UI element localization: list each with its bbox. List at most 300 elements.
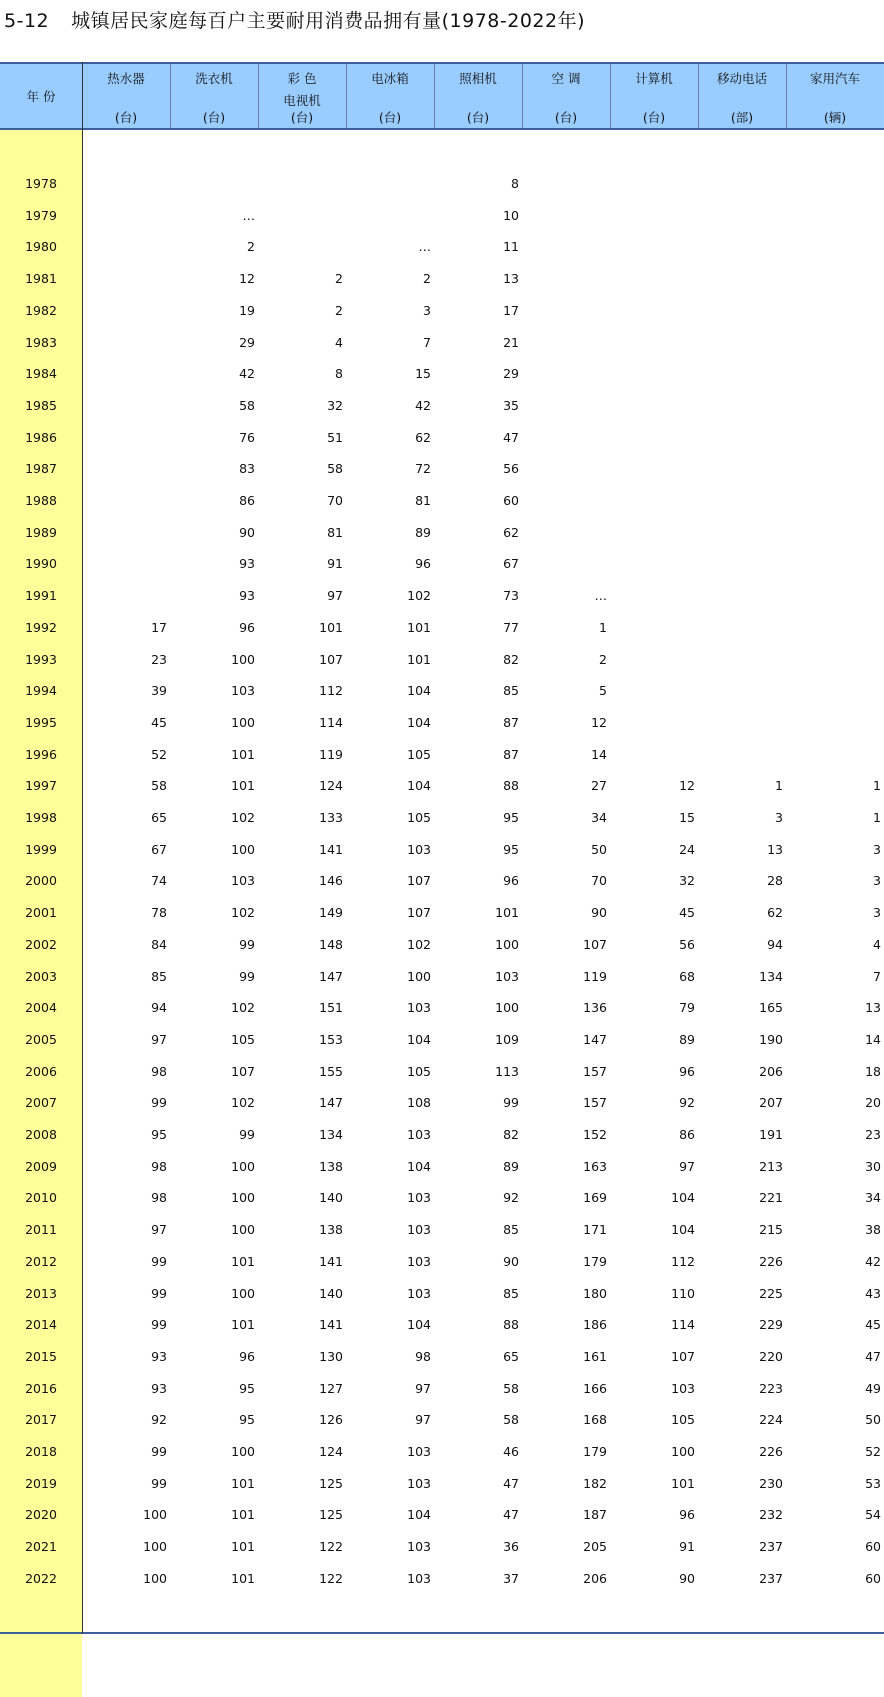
table-cell: 23 xyxy=(151,651,167,667)
table-cell: 76 xyxy=(239,429,255,445)
row-year: 2018 xyxy=(25,1444,57,1459)
table-cell: 220 xyxy=(759,1348,783,1364)
table-cell: 5 xyxy=(599,683,607,699)
table-cell: 206 xyxy=(759,1063,783,1079)
row-year: 2011 xyxy=(25,1222,57,1238)
table-cell: 152 xyxy=(583,1127,607,1142)
table-cell: 12 xyxy=(591,714,607,730)
table-cell xyxy=(698,390,786,422)
header-column-name: 移动电话 xyxy=(716,71,767,86)
table-cell: … xyxy=(594,588,607,604)
table-cell: 11 xyxy=(503,239,519,255)
row-year: 1987 xyxy=(25,461,57,477)
table-cell: 47 xyxy=(503,1507,519,1523)
table-row xyxy=(0,1563,884,1595)
table-cell: 163 xyxy=(583,1158,607,1174)
table-cell xyxy=(610,707,698,739)
table-cell: 70 xyxy=(327,493,343,508)
table-row xyxy=(0,295,884,327)
row-year: 1998 xyxy=(25,810,57,825)
row-year: 2008 xyxy=(25,1127,57,1142)
table-row xyxy=(0,168,884,200)
table-cell: 29 xyxy=(503,366,519,382)
table-cell: 67 xyxy=(151,841,167,857)
table-cell: 46 xyxy=(503,1444,519,1459)
table-cell: 2 xyxy=(335,271,343,287)
table-cell: 99 xyxy=(151,1253,167,1269)
table-cell: 99 xyxy=(151,1317,167,1333)
table-cell: 104 xyxy=(407,1158,431,1174)
table-row xyxy=(0,1024,884,1056)
header-column-name: 洗衣机 xyxy=(195,71,233,86)
table-cell: 1 xyxy=(873,810,881,825)
header-year-label: 年 份 xyxy=(26,89,56,104)
table-cell: 62 xyxy=(767,905,783,921)
table-row xyxy=(0,1278,884,1310)
table-cell: 50 xyxy=(865,1412,881,1428)
row-year: 2022 xyxy=(25,1570,57,1586)
table-cell xyxy=(610,612,698,644)
table-cell: 103 xyxy=(495,968,519,984)
table-cell xyxy=(610,517,698,549)
table-cell: 18 xyxy=(865,1063,881,1079)
header-divider xyxy=(434,64,435,128)
table-cell: 104 xyxy=(407,778,431,794)
header-cell xyxy=(82,64,170,128)
header-column-unit: (台) xyxy=(290,110,314,125)
table-cell xyxy=(786,580,884,612)
table-cell xyxy=(522,422,610,454)
table-cell: 45 xyxy=(151,714,167,730)
table-cell xyxy=(522,517,610,549)
table-cell: 58 xyxy=(503,1380,519,1396)
table-cell: 126 xyxy=(319,1412,343,1428)
table-cell xyxy=(786,168,884,200)
table-cell: 79 xyxy=(679,1000,695,1016)
table-cell: 107 xyxy=(671,1348,695,1364)
table-number: 5-12 xyxy=(4,10,50,32)
table-cell: 4 xyxy=(335,334,343,350)
table-cell xyxy=(698,517,786,549)
table-cell: 91 xyxy=(327,556,343,572)
table-cell: 96 xyxy=(679,1507,695,1523)
table-cell: 97 xyxy=(151,1031,167,1047)
table-cell xyxy=(82,168,170,200)
table-row xyxy=(0,422,884,454)
table-cell xyxy=(610,231,698,263)
table-cell: 96 xyxy=(239,1348,255,1364)
row-year: 2021 xyxy=(25,1539,57,1555)
table-cell: 95 xyxy=(239,1380,255,1396)
table-cell: 169 xyxy=(583,1190,607,1206)
table-cell: 85 xyxy=(151,968,167,984)
table-row xyxy=(0,358,884,390)
row-year: 1982 xyxy=(25,302,57,318)
header-column-unit: (台) xyxy=(554,110,578,125)
table-cell: 103 xyxy=(407,1127,431,1142)
table-cell: 100 xyxy=(231,714,255,730)
table-cell: 105 xyxy=(407,746,431,762)
row-year: 1991 xyxy=(25,588,57,604)
row-year: 2007 xyxy=(25,1095,57,1111)
table-cell: 141 xyxy=(319,1253,343,1269)
table-cell: 50 xyxy=(591,841,607,857)
table-cell: 100 xyxy=(231,1285,255,1301)
data-table xyxy=(0,62,884,1635)
table-cell: 100 xyxy=(143,1570,167,1586)
table-cell: 101 xyxy=(231,746,255,762)
table-cell: 103 xyxy=(407,1285,431,1301)
header-divider xyxy=(258,64,259,128)
table-bottom-rule xyxy=(0,1632,884,1634)
table-cell xyxy=(82,453,170,485)
table-cell: 72 xyxy=(415,461,431,477)
table-cell: 37 xyxy=(503,1570,519,1586)
table-cell: 73 xyxy=(503,588,519,604)
table-cell: 119 xyxy=(583,968,607,984)
table-cell: 171 xyxy=(583,1222,607,1238)
row-year: 2005 xyxy=(25,1031,57,1047)
table-cell: 85 xyxy=(503,1222,519,1238)
row-year: 1995 xyxy=(25,714,57,730)
table-row xyxy=(0,961,884,993)
table-cell: 141 xyxy=(319,841,343,857)
table-cell: 88 xyxy=(503,1317,519,1333)
table-cell: 104 xyxy=(407,683,431,699)
table-cell: 60 xyxy=(865,1570,881,1586)
row-year: 2009 xyxy=(25,1158,57,1174)
table-cell xyxy=(522,200,610,232)
table-cell: 101 xyxy=(231,1317,255,1333)
table-cell: 114 xyxy=(319,714,343,730)
table-cell: 74 xyxy=(151,873,167,889)
table-cell xyxy=(346,200,434,232)
table-cell: 99 xyxy=(151,1444,167,1459)
table-cell xyxy=(610,548,698,580)
table-cell: 2 xyxy=(423,271,431,287)
table-cell: 112 xyxy=(319,683,343,699)
table-cell: 147 xyxy=(319,1095,343,1111)
table-cell xyxy=(82,422,170,454)
table-cell xyxy=(698,358,786,390)
table-cell xyxy=(258,168,346,200)
table-cell: 60 xyxy=(865,1539,881,1555)
table-cell: 100 xyxy=(495,936,519,952)
table-cell: 99 xyxy=(239,968,255,984)
table-cell: 93 xyxy=(151,1380,167,1396)
table-cell: 100 xyxy=(495,1000,519,1016)
table-cell: 13 xyxy=(503,271,519,287)
table-cell: 53 xyxy=(865,1475,881,1491)
table-cell: 102 xyxy=(231,905,255,921)
table-cell: 149 xyxy=(319,905,343,921)
table-cell: 81 xyxy=(327,524,343,540)
table-row xyxy=(0,1531,884,1563)
table-cell: 134 xyxy=(759,968,783,984)
table-cell: 104 xyxy=(671,1190,695,1206)
table-cell: 105 xyxy=(231,1031,255,1047)
table-cell: 3 xyxy=(423,302,431,318)
row-year: 2017 xyxy=(25,1412,57,1428)
table-cell: 124 xyxy=(319,778,343,794)
table-row xyxy=(0,1341,884,1373)
table-cell xyxy=(82,548,170,580)
table-cell xyxy=(170,168,258,200)
table-cell: 103 xyxy=(407,1190,431,1206)
table-cell xyxy=(786,200,884,232)
table-cell: 207 xyxy=(759,1095,783,1111)
table-cell xyxy=(698,675,786,707)
table-cell: 213 xyxy=(759,1158,783,1174)
table-row xyxy=(0,263,884,295)
table-cell: 97 xyxy=(151,1222,167,1238)
table-cell: 100 xyxy=(143,1539,167,1555)
table-cell xyxy=(610,200,698,232)
table-cell: 38 xyxy=(865,1222,881,1238)
table-cell: 114 xyxy=(671,1317,695,1333)
table-cell: 94 xyxy=(151,1000,167,1016)
row-year: 2016 xyxy=(25,1380,57,1396)
table-cell: 7 xyxy=(873,968,881,984)
table-cell: 101 xyxy=(319,619,343,635)
table-cell: 51 xyxy=(327,429,343,445)
table-cell: 21 xyxy=(503,334,519,350)
table-cell xyxy=(522,485,610,517)
table-cell: 17 xyxy=(151,619,167,635)
table-cell xyxy=(522,548,610,580)
header-column-name: 计算机 xyxy=(635,71,673,86)
table-cell: 27 xyxy=(591,778,607,794)
table-cell: 237 xyxy=(759,1570,783,1586)
table-cell: 96 xyxy=(415,556,431,572)
table-row xyxy=(0,992,884,1024)
table-cell: 42 xyxy=(865,1253,881,1269)
table-row xyxy=(0,770,884,802)
table-cell: 146 xyxy=(319,873,343,889)
table-cell: 1 xyxy=(775,778,783,794)
table-cell xyxy=(786,612,884,644)
table-cell: 92 xyxy=(679,1095,695,1111)
table-cell: 101 xyxy=(231,1475,255,1491)
table-cell: 45 xyxy=(865,1317,881,1333)
table-cell: 100 xyxy=(143,1507,167,1523)
table-cell: 95 xyxy=(151,1127,167,1142)
table-cell: 88 xyxy=(503,778,519,794)
table-cell: 58 xyxy=(151,778,167,794)
table-cell: 2 xyxy=(247,239,255,255)
table-cell xyxy=(346,168,434,200)
table-cell: 34 xyxy=(591,810,607,825)
table-cell xyxy=(698,295,786,327)
header-divider xyxy=(698,64,699,128)
table-cell: 97 xyxy=(327,588,343,604)
table-row xyxy=(0,1309,884,1341)
table-cell: 130 xyxy=(319,1348,343,1364)
table-row xyxy=(0,580,884,612)
table-cell: 100 xyxy=(231,1190,255,1206)
table-cell: 151 xyxy=(319,1000,343,1016)
table-cell: 134 xyxy=(319,1127,343,1142)
table-cell: 110 xyxy=(671,1285,695,1301)
table-cell: 15 xyxy=(679,810,695,825)
table-row xyxy=(0,517,884,549)
table-cell: 98 xyxy=(151,1190,167,1206)
table-cell: 104 xyxy=(407,1031,431,1047)
row-year: 1999 xyxy=(25,841,57,857)
table-cell: 84 xyxy=(151,936,167,952)
table-cell: 103 xyxy=(671,1380,695,1396)
table-cell: 90 xyxy=(239,524,255,540)
header-cell xyxy=(698,64,786,128)
table-cell xyxy=(82,517,170,549)
table-cell: 180 xyxy=(583,1285,607,1301)
table-cell: 102 xyxy=(407,588,431,604)
table-cell: 1 xyxy=(599,619,607,635)
table-row xyxy=(0,1214,884,1246)
table-cell: 36 xyxy=(503,1539,519,1555)
table-cell: 104 xyxy=(407,1507,431,1523)
table-cell: 104 xyxy=(671,1222,695,1238)
table-cell: 29 xyxy=(239,334,255,350)
table-cell: 107 xyxy=(319,651,343,667)
table-cell xyxy=(82,231,170,263)
table-cell: 35 xyxy=(503,397,519,413)
header-divider xyxy=(170,64,171,128)
table-cell xyxy=(698,200,786,232)
table-cell: 101 xyxy=(231,778,255,794)
table-row xyxy=(0,929,884,961)
table-cell: 107 xyxy=(583,936,607,952)
header-column-unit: (台) xyxy=(114,110,138,125)
table-cell: 85 xyxy=(503,1285,519,1301)
row-year: 2003 xyxy=(25,968,57,984)
table-cell xyxy=(522,453,610,485)
table-cell: 230 xyxy=(759,1475,783,1491)
table-cell: 179 xyxy=(583,1253,607,1269)
table-cell xyxy=(698,548,786,580)
table-cell xyxy=(698,422,786,454)
row-year: 2020 xyxy=(25,1507,57,1523)
row-year: 1997 xyxy=(25,778,57,794)
table-cell: 101 xyxy=(231,1507,255,1523)
table-cell: 103 xyxy=(407,1222,431,1238)
table-cell: 225 xyxy=(759,1285,783,1301)
row-year: 1978 xyxy=(25,176,57,191)
table-cell: 205 xyxy=(583,1539,607,1555)
table-cell: 81 xyxy=(415,493,431,508)
table-cell: 103 xyxy=(231,683,255,699)
table-row xyxy=(0,453,884,485)
table-cell: 105 xyxy=(407,1063,431,1079)
table-row xyxy=(0,644,884,676)
table-row xyxy=(0,390,884,422)
table-cell: 95 xyxy=(503,841,519,857)
table-row xyxy=(0,1151,884,1183)
row-year: 1984 xyxy=(25,366,57,382)
table-cell xyxy=(786,548,884,580)
table-cell xyxy=(522,263,610,295)
table-cell xyxy=(698,327,786,359)
table-cell xyxy=(610,453,698,485)
table-row xyxy=(0,897,884,929)
table-cell: 179 xyxy=(583,1444,607,1459)
row-year: 2015 xyxy=(25,1348,57,1364)
table-row xyxy=(0,231,884,263)
table-cell xyxy=(610,327,698,359)
table-row xyxy=(0,548,884,580)
table-cell: 96 xyxy=(503,873,519,889)
table-row xyxy=(0,1436,884,1468)
header-column-name: 家用汽车 xyxy=(809,71,860,86)
table-cell xyxy=(522,358,610,390)
table-cell xyxy=(698,644,786,676)
table-cell xyxy=(786,739,884,771)
table-cell: 97 xyxy=(415,1380,431,1396)
table-cell: 97 xyxy=(679,1158,695,1174)
table-cell: 8 xyxy=(335,366,343,382)
table-cell: 94 xyxy=(767,936,783,952)
table-cell: 58 xyxy=(503,1412,519,1428)
header-column-unit: (台) xyxy=(642,110,666,125)
row-year: 2012 xyxy=(25,1253,57,1269)
header-column-unit: (部) xyxy=(730,110,754,125)
table-cell: 85 xyxy=(503,683,519,699)
table-cell: 20 xyxy=(865,1095,881,1111)
table-cell xyxy=(786,327,884,359)
table-cell: 92 xyxy=(503,1190,519,1206)
table-cell: 103 xyxy=(407,841,431,857)
header-cell-year xyxy=(0,64,82,128)
table-cell: 107 xyxy=(407,873,431,889)
table-cell: 147 xyxy=(319,968,343,984)
table-cell: 101 xyxy=(231,1539,255,1555)
table-row xyxy=(0,1119,884,1151)
table-cell: 77 xyxy=(503,619,519,635)
table-cell: 107 xyxy=(407,905,431,921)
table-cell: 103 xyxy=(407,1570,431,1586)
header-divider xyxy=(346,64,347,128)
table-cell xyxy=(522,231,610,263)
header-column-unit: (辆) xyxy=(823,110,847,125)
row-year: 1989 xyxy=(25,524,57,540)
header-column-unit: (台) xyxy=(202,110,226,125)
table-cell: 1 xyxy=(873,778,881,794)
table-cell: 87 xyxy=(503,746,519,762)
table-cell: 93 xyxy=(239,588,255,604)
row-year: 2004 xyxy=(25,1000,57,1016)
row-year: 2019 xyxy=(25,1475,57,1491)
table-row xyxy=(0,675,884,707)
table-cell: 124 xyxy=(319,1444,343,1459)
table-cell: 187 xyxy=(583,1507,607,1523)
table-cell: 112 xyxy=(671,1253,695,1269)
table-cell: 103 xyxy=(407,1000,431,1016)
table-cell: 125 xyxy=(319,1475,343,1491)
table-cell: 105 xyxy=(671,1412,695,1428)
table-cell xyxy=(258,231,346,263)
table-cell: 17 xyxy=(503,302,519,318)
table-cell xyxy=(698,707,786,739)
table-cell: 99 xyxy=(503,1095,519,1111)
table-title xyxy=(4,6,585,33)
table-cell xyxy=(698,231,786,263)
header-column-name: 空 调 xyxy=(551,71,581,86)
table-cell xyxy=(522,327,610,359)
table-cell: 3 xyxy=(873,905,881,921)
table-cell: 100 xyxy=(231,1158,255,1174)
table-cell: 62 xyxy=(503,524,519,540)
table-cell: 165 xyxy=(759,1000,783,1016)
